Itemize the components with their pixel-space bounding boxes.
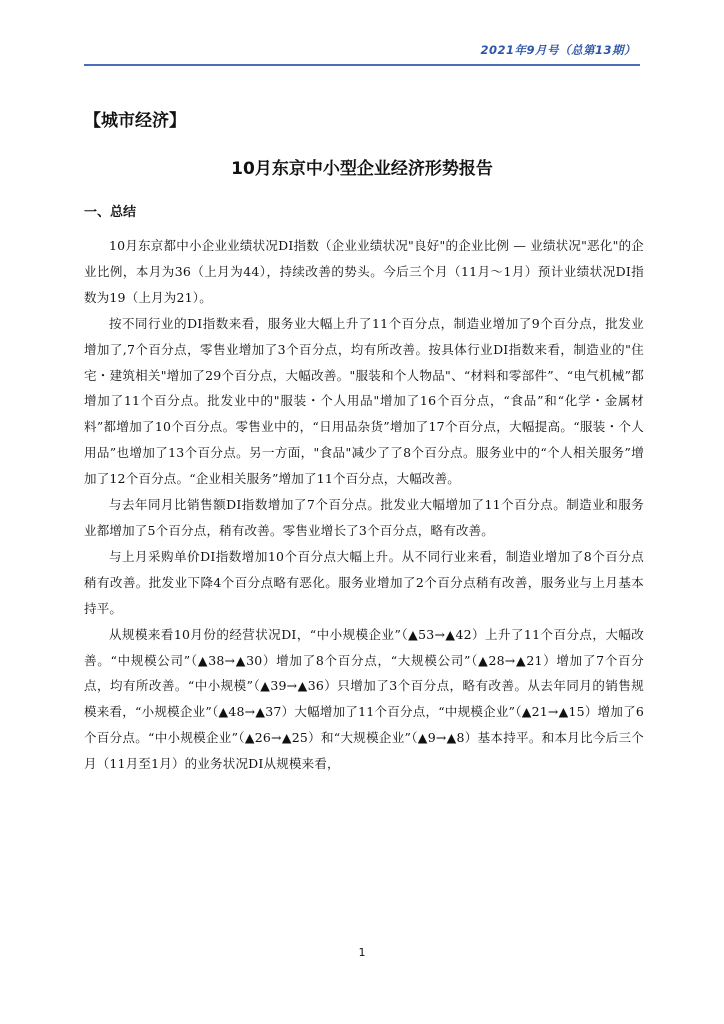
paragraph: 10月东京都中小企业业绩状况DI指数（企业业绩状况"良好"的企业比例 — 业绩状况"恶化"的企业比例，本月为36（上月为44），持续改善的势头。今后三个月（11月～1月）预计业绩状况DI指数为19（上月为21）。 bbox=[84, 238, 644, 305]
paragraph: 按不同行业的DI指数来看，服务业大幅上升了11个百分点，制造业增加了9个百分点，批发业增加了,7个百分点，零售业增加了3个百分点，均有所改善。按具体行业DI指数来看，制造业的"住宅・建筑相关"增加了29个百分点，大幅改善。"服装和个人物品"、“材料和零部件”、“电气机械”都增加了11个百分点。批发业中的"服装・个人用品"增加了16个百分点，“食品”和“化学・金属材料”都增加了10个百分点。零售业中的，“日用品杂货”增加了17个百分点，大幅提高。“服装・个人用品”也增加了13个百分点。另一方面，"食品"减少了了8个百分点。服务业中的“个人相关服务”增加了12个百分点。“企业相关服务”增加了11个百分点，大幅改善。 bbox=[84, 315, 644, 487]
issue-header: 2021年9月号（总第13期） bbox=[480, 43, 636, 57]
section-tag: 【城市经济】 bbox=[84, 111, 186, 131]
section-heading: 一、总结 bbox=[84, 205, 137, 220]
paragraph: 与上月采购单价DI指数增加10个百分点大幅上升。从不同行业来看，制造业增加了8个百分点稍有改善。批发业下降4个百分点略有恶化。服务业增加了2个百分点稍有改善，服务业与上月基本持平。 bbox=[84, 548, 644, 616]
page-title: 10月东京中小型企业经济形势报告 bbox=[231, 159, 493, 179]
body-text bbox=[84, 233, 644, 777]
paragraph: 与去年同月比销售额DI指数增加了7个百分点。批发业大幅增加了11个百分点。制造业和服务业都增加了5个百分点，稍有改善。零售业增长了3个百分点，略有改善。 bbox=[84, 497, 644, 538]
paragraph: 从规模来看10月份的经营状况DI，“中小规模企业”（▲53→▲42）上升了11个百分点，大幅改善。“中规模公司”（▲38→▲30）增加了8个百分点，“大规模公司”（▲28→▲21）增加了7个百分点，均有所改善。“中小规模”（▲39→▲36）只增加了3个百分点，略有改善。从去年同月的销售规模来看，“小规模企业”（▲48→▲37）大幅增加了11个百分点，“中规模企业”（▲21→▲15）增加了6个百分点。“中小规模企业”（▲26→▲25）和“大规模企业”（▲9→▲8）基本持平。和本月比今后三个月（11月至1月）的业务状况DI从规模来看， bbox=[84, 626, 644, 772]
page-number: 1 bbox=[358, 946, 366, 959]
header-divider bbox=[84, 64, 640, 66]
